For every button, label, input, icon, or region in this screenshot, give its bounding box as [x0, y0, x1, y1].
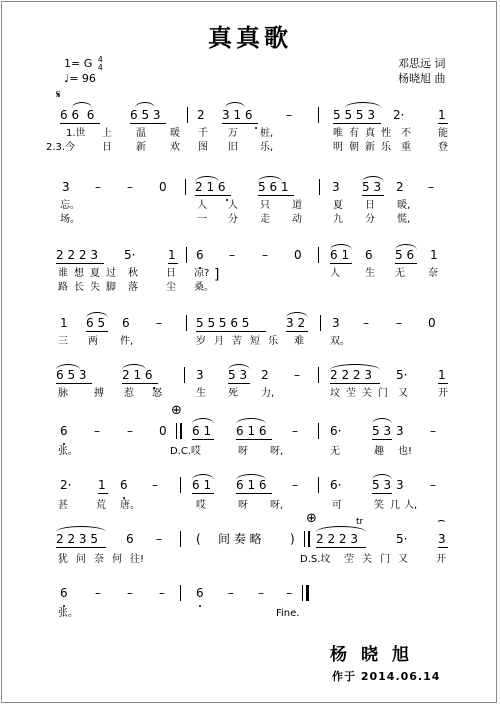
lyric: 难 [294, 336, 304, 347]
lyric: 呀 [238, 500, 248, 511]
notes: 6 1 [192, 424, 212, 438]
notes: 5 6 [395, 248, 415, 262]
lyric: 双。 [330, 336, 350, 347]
beam [168, 263, 178, 264]
lyric: 月 [214, 336, 224, 347]
notes: 3 1 6 [222, 108, 253, 122]
notes: 2 1 6 [195, 180, 226, 194]
barline [184, 367, 185, 383]
beam [56, 383, 92, 384]
notes: – [258, 586, 264, 600]
notes: – [292, 478, 298, 492]
barline [320, 315, 321, 331]
notes: 6 1 [192, 478, 212, 492]
lyric: 2.3.今 [46, 142, 76, 153]
lyric: 暖 [170, 128, 180, 139]
beam [192, 493, 214, 494]
lyric: 坟 [330, 388, 340, 399]
beam [316, 547, 366, 548]
lyric: 性 [381, 128, 391, 139]
notes: – [127, 424, 133, 438]
notes: 0 [294, 248, 302, 262]
lyric: 万 [228, 128, 238, 139]
notes: 2 2 3 5 [56, 532, 98, 546]
lyric: 茔 [346, 388, 356, 399]
lyric: 明 [333, 142, 343, 153]
lyric: 两 [88, 336, 98, 347]
notes: – [95, 180, 101, 194]
notes: ) [290, 532, 295, 546]
barline [186, 315, 187, 331]
beam [362, 195, 384, 196]
barline [318, 423, 319, 439]
notes: – [228, 586, 234, 600]
barline [318, 247, 319, 263]
notes: 6 [122, 316, 130, 330]
notes: 5· [396, 532, 408, 546]
beam [195, 195, 231, 196]
notes: – [286, 108, 292, 122]
low-octave-dot [123, 497, 125, 499]
notes: – [363, 316, 369, 330]
lyric: 门 [380, 554, 390, 565]
lyric: 人 [197, 200, 207, 211]
lyric: 谁 [58, 268, 68, 279]
lyric: 尘 [166, 282, 176, 293]
beam [236, 439, 272, 440]
lyric: 唐。 [120, 500, 140, 511]
lyric: 忘。 [60, 200, 80, 211]
notes: 5· [396, 368, 408, 382]
beam [286, 331, 308, 332]
lyric: 落 [128, 282, 138, 293]
notes: 6 [196, 586, 204, 600]
lyric: 乐 [381, 142, 391, 153]
composer-credit: 杨晓旭 曲 [398, 72, 446, 85]
barline [180, 585, 181, 601]
notes: 5 3 [228, 368, 248, 382]
notes: 3 2 [286, 316, 306, 330]
notes: 2 2 2 3 [330, 368, 372, 382]
notes: – [156, 532, 162, 546]
notes: – [430, 424, 436, 438]
notes: – [430, 478, 436, 492]
notes: 6· [330, 478, 342, 492]
lyric: 暖, [397, 200, 411, 211]
notes: 3 [332, 316, 340, 330]
lyric: 惹 [124, 388, 134, 399]
lyric: 关 [362, 554, 372, 565]
lyric: 只 [260, 200, 270, 211]
beam [372, 493, 392, 494]
lyric: 温 [136, 128, 146, 139]
beam [258, 195, 294, 196]
notes: 5 6 1 [258, 180, 289, 194]
notes: – [292, 424, 298, 438]
lyric: 呀, [270, 446, 284, 457]
lyric: 人 [330, 268, 340, 279]
notes: 6 6 6 [60, 108, 95, 122]
lyric: 人, [404, 500, 418, 511]
lyric: 奈 [428, 268, 438, 279]
lyric: 张。 [58, 608, 78, 619]
lyric: 场。 [60, 214, 80, 225]
lyric: 1.世 [66, 128, 86, 139]
notes: 2· [393, 108, 405, 122]
beam [130, 123, 166, 124]
notes: 2 2 2 3 [316, 532, 358, 546]
beam [438, 123, 448, 124]
lyric: 夏 [333, 200, 343, 211]
beam [192, 439, 214, 440]
lyric: 哎 [196, 500, 206, 511]
notes: – [294, 368, 300, 382]
notes: 6 [60, 586, 68, 600]
notes: 5· [124, 248, 136, 262]
lyric: 动 [292, 214, 302, 225]
lyric: 脉 [58, 388, 68, 399]
lyric: 件, [120, 336, 134, 347]
key-signature [64, 56, 103, 72]
notes: 2 [197, 108, 205, 122]
lyric: 路 [58, 282, 68, 293]
lyric: 千 [198, 128, 208, 139]
notes: 2 2 2 3 [56, 248, 98, 262]
lyric: 乐, [260, 142, 274, 153]
notes: 1 [438, 108, 446, 122]
lyric: 欢 [170, 142, 180, 153]
lyric: 又 [398, 388, 408, 399]
lyric: 呀, [270, 500, 284, 511]
beam [333, 123, 381, 124]
beam [60, 123, 100, 124]
trill-mark: tr [356, 517, 364, 527]
notes: 6 1 6 [236, 424, 267, 438]
barline [318, 477, 319, 493]
notes: 0 [159, 180, 167, 194]
beam [395, 263, 417, 264]
lyric: 登 [438, 142, 448, 153]
lyricist-credit: 邓思远 词 [398, 57, 446, 70]
lyric: 搏 [94, 388, 104, 399]
final-barline [306, 585, 309, 601]
lyric: 分 [228, 214, 238, 225]
lyric: 短 [250, 336, 260, 347]
lyric: 也! [398, 446, 413, 457]
lyric: 分 [365, 214, 375, 225]
barline [180, 423, 182, 439]
notes: 6 [120, 478, 128, 492]
beam [236, 493, 272, 494]
barline [185, 179, 186, 195]
notes: – [156, 316, 162, 330]
notes: 6 5 3 [130, 108, 161, 122]
lyric: 一 [197, 214, 207, 225]
lyric: 死 [228, 388, 238, 399]
beam [228, 383, 250, 384]
lyric: 重 [401, 142, 411, 153]
lyric: 旧 [228, 142, 238, 153]
time-bottom: 4 [97, 63, 103, 72]
notes: 1 [430, 248, 438, 262]
notes: 5 3 [372, 478, 392, 492]
signature: 杨晓旭 [330, 645, 423, 665]
beam [438, 547, 448, 548]
notes: – [286, 586, 292, 600]
lyric: 不 [401, 128, 411, 139]
lyric: 九 [333, 214, 343, 225]
lyric: 关 [362, 388, 372, 399]
song-title: 真真歌 [208, 23, 292, 52]
bracket: ] [214, 267, 220, 283]
notes: 2· [60, 478, 72, 492]
low-octave-dot [63, 443, 65, 445]
lyric: 朝 [349, 142, 359, 153]
lyric: 夏 [90, 268, 100, 279]
lyric: 笑 [374, 500, 384, 511]
notes: 3 [62, 180, 70, 194]
coda-sign: ⊕ [171, 403, 182, 418]
notes: 6 5 3 [56, 368, 87, 382]
beam [438, 383, 448, 384]
lyric: 脚 [106, 282, 116, 293]
notes: 6 5 [86, 316, 106, 330]
lyric: 岁 [196, 336, 206, 347]
notes: 6 [365, 248, 373, 262]
time-signature [98, 56, 103, 72]
barline [308, 531, 310, 547]
lyric: 道 [292, 200, 302, 211]
notes: – [127, 586, 133, 600]
barline [187, 107, 188, 123]
notes: 5 5 5 3 [333, 108, 375, 122]
barline [180, 477, 181, 493]
lyric: 力, [261, 388, 275, 399]
notes: 3 [396, 424, 404, 438]
lyric: 又 [398, 554, 408, 565]
lyric: 桑。 [194, 282, 214, 293]
lyric: 生 [196, 388, 206, 399]
notes: 6 1 6 [236, 478, 267, 492]
lyric: 凉? [194, 268, 210, 279]
notes: – [262, 248, 268, 262]
composition-date: 作于 2014.06.14 [332, 670, 441, 683]
notes: – [229, 248, 235, 262]
lyric: 想 [74, 268, 84, 279]
lyric: 人 [228, 200, 238, 211]
notes: 2 1 6 [122, 368, 153, 382]
fermata-mark: ⌢ [437, 513, 446, 528]
lyric: 秋 [128, 268, 138, 279]
notes: 6 [196, 248, 204, 262]
segno-sign: 𝄋 [56, 88, 61, 101]
beam [56, 547, 106, 548]
lyric: 开 [438, 388, 448, 399]
notes: – [95, 586, 101, 600]
lyric: 三 [58, 336, 68, 347]
beam [86, 331, 108, 332]
lyric: 走 [260, 214, 270, 225]
lyric: 慌, [397, 214, 411, 225]
beam [330, 263, 352, 264]
lyric: 乐 [268, 336, 278, 347]
notes: 1 [438, 368, 446, 382]
notes: 0 [159, 424, 167, 438]
beam [98, 493, 108, 494]
lyric: 能 [438, 128, 448, 139]
lyric: 茔 [344, 554, 354, 565]
notes: 0 [428, 316, 436, 330]
notes: 间 奏 略 [218, 532, 262, 546]
notes: – [159, 586, 165, 600]
lyric: 无 [330, 446, 340, 457]
notes: – [94, 424, 100, 438]
lyric: 生 [365, 268, 375, 279]
notes: ( [196, 532, 201, 546]
beam [56, 263, 104, 264]
barline [180, 531, 181, 547]
lyric: 上 [102, 128, 112, 139]
lyric: 问 [76, 554, 86, 565]
notes: – [127, 180, 133, 194]
barline [186, 247, 187, 263]
barline [318, 367, 319, 383]
lyric: 苦 [232, 336, 242, 347]
lyric: 桩, [260, 128, 274, 139]
low-octave-dot [63, 605, 65, 607]
notes: 5 5 5 6 5 [196, 316, 250, 330]
lyric: 怒 [152, 388, 162, 399]
lyric: 张。 [58, 446, 78, 457]
lyric: 何 [112, 554, 122, 565]
lyric: 犹 [58, 554, 68, 565]
lyric: 日 [365, 200, 375, 211]
notes: 6· [330, 424, 342, 438]
beam [122, 383, 158, 384]
low-octave-dot [255, 127, 257, 129]
notes: 3 [438, 532, 446, 546]
lyric: 门 [378, 388, 388, 399]
lyric: 开 [436, 554, 446, 565]
lyric: 长 [74, 282, 84, 293]
notes: 1 [168, 248, 176, 262]
lyric: 往! [130, 554, 145, 565]
notes: 5 3 [362, 180, 382, 194]
lyric: 荒 [96, 500, 106, 511]
barline [318, 107, 319, 123]
notes: 6 [60, 424, 68, 438]
notes: 1 [60, 316, 68, 330]
time-top: 4 [97, 55, 103, 64]
lyric: 新 [136, 142, 146, 153]
key-text: 1= G [64, 57, 93, 70]
notes: 6 1 [330, 248, 350, 262]
lyric: D.C.哎 [170, 446, 202, 457]
notes: – [396, 316, 402, 330]
notes: 2 [396, 180, 404, 194]
lyric: 可 [332, 500, 342, 511]
coda-sign: ⊕ [306, 511, 317, 526]
notes: 2 [261, 368, 269, 382]
beam [330, 383, 380, 384]
lyric: 真 [365, 128, 375, 139]
lyric: 奈 [94, 554, 104, 565]
notes: 1 [98, 478, 106, 492]
lyric: 日 [166, 268, 176, 279]
low-octave-dot [199, 605, 201, 607]
lyric: 甚 [58, 500, 68, 511]
lyric: 趣 [374, 446, 384, 457]
lyric: 唯 [333, 128, 343, 139]
notes: – [152, 478, 158, 492]
lyric: 失 [90, 282, 100, 293]
lyric: 日 [102, 142, 112, 153]
lyric: 有 [349, 128, 359, 139]
lyric: 呀 [238, 446, 248, 457]
notes: – [428, 180, 434, 194]
lyric: 过 [106, 268, 116, 279]
notes: 5 3 [372, 424, 392, 438]
barline [319, 179, 320, 195]
beam [196, 331, 266, 332]
barline [176, 423, 177, 439]
barline [304, 531, 305, 547]
barline [302, 585, 303, 601]
notes: 3 [196, 368, 204, 382]
lyric: D.S.坟 [300, 554, 331, 565]
fine-mark: Fine. [276, 608, 300, 619]
lyric: 新 [365, 142, 375, 153]
lyric: 图 [198, 142, 208, 153]
notes: 3 [396, 478, 404, 492]
lyric: 几 [390, 500, 400, 511]
tempo-mark: ♩= 96 [64, 72, 96, 85]
notes: 6 [126, 532, 134, 546]
notes: 3 [332, 180, 340, 194]
beam [222, 123, 258, 124]
beam [372, 439, 392, 440]
lyric: 无 [395, 268, 405, 279]
